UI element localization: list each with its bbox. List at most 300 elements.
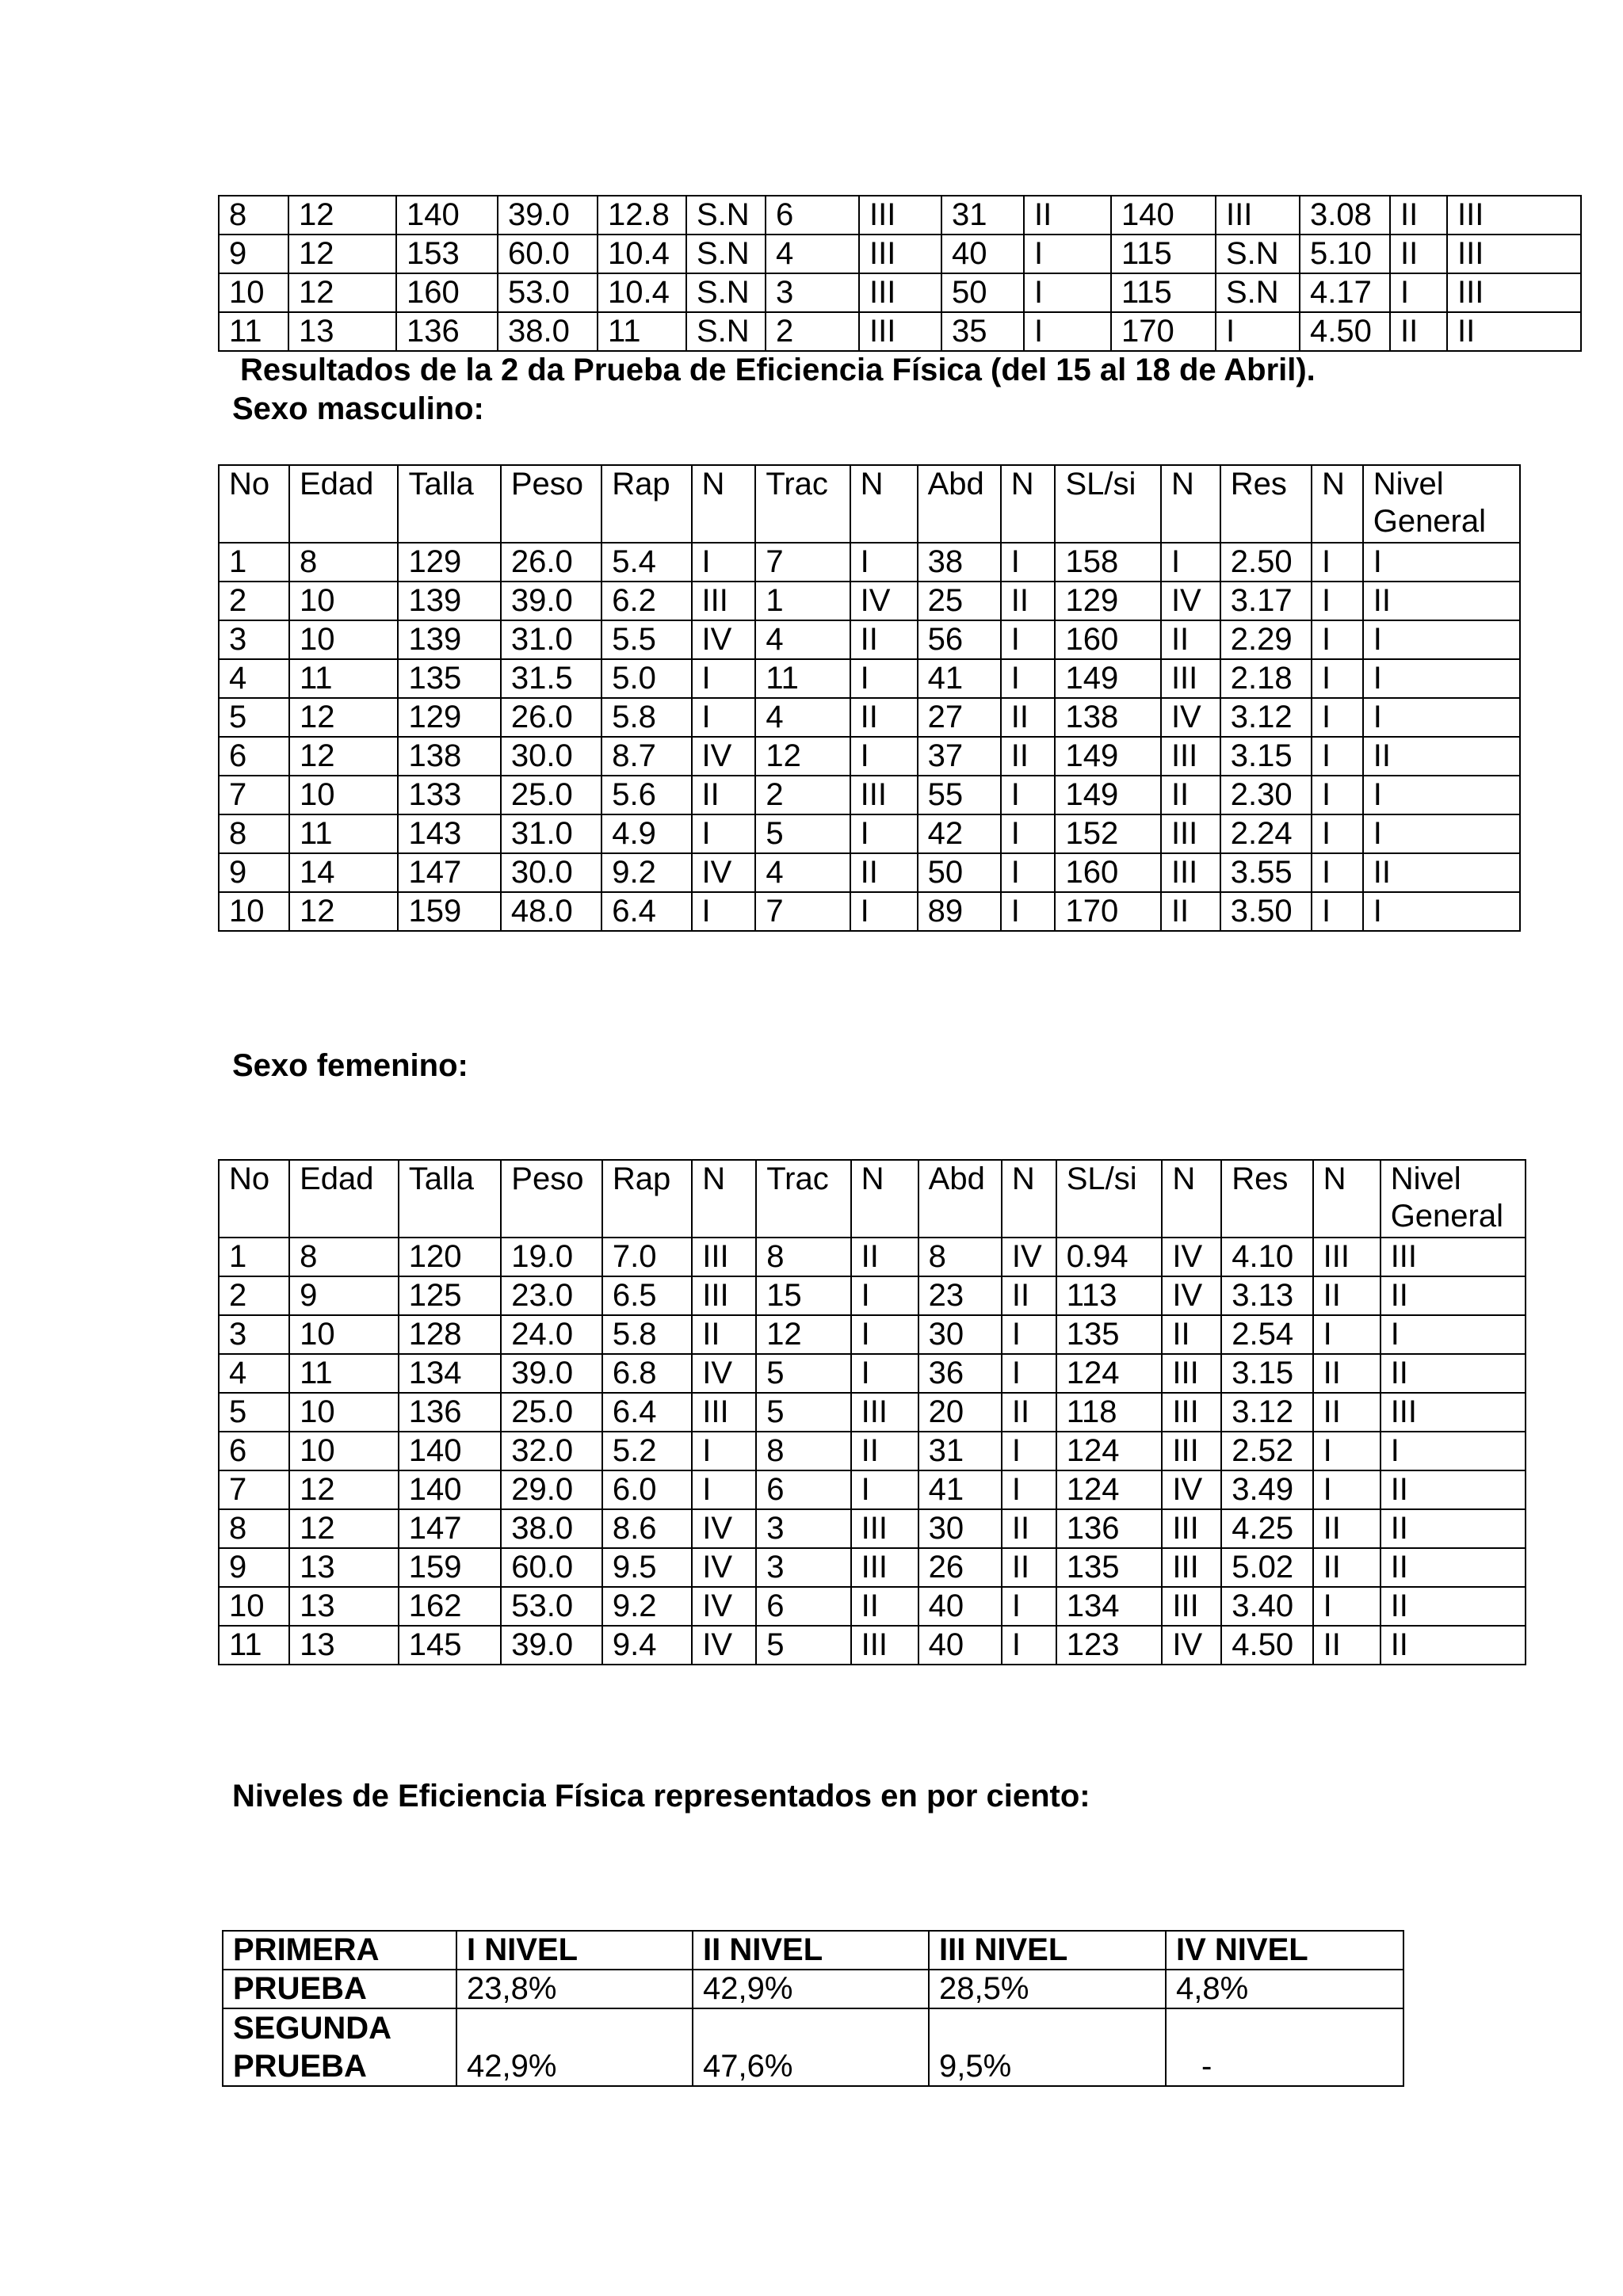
table-row [219, 1470, 1526, 1509]
table-cell: 6.4 [602, 1393, 692, 1432]
table-cell: II [1161, 892, 1220, 931]
table-cell: 1 [219, 543, 289, 582]
table-cell: 27 [918, 698, 1001, 737]
table-cell: 5.2 [602, 1432, 692, 1470]
table-cell: 11 [219, 1626, 289, 1665]
table-cell: IV [1162, 1238, 1221, 1276]
table-cell: II [850, 620, 918, 659]
table-cell: II [1381, 1276, 1526, 1315]
table-row [219, 814, 1520, 853]
table-cell: 5 [755, 814, 850, 853]
table-cell: I [1001, 620, 1056, 659]
column-header: Peso [501, 465, 601, 543]
level-header-2: II NIVEL [693, 1931, 929, 1970]
femenino-label: Sexo femenino: [232, 1048, 468, 1083]
table-row [219, 1238, 1526, 1276]
table-cell: 153 [396, 235, 498, 273]
level-header-3: III NIVEL [929, 1931, 1166, 1970]
segunda-label-2: PRUEBA [233, 2049, 367, 2084]
table-cell: III [1162, 1393, 1221, 1432]
column-header: N [692, 465, 756, 543]
table-cell: III [1162, 1432, 1221, 1470]
table-cell: 25 [918, 582, 1001, 620]
table-cell: S.N [686, 312, 766, 351]
table-cell: 145 [399, 1626, 502, 1665]
table-cell: 147 [398, 853, 500, 892]
table-cell: 5.02 [1221, 1548, 1312, 1587]
table-cell: I [1002, 1626, 1056, 1665]
table-cell: 13 [289, 1587, 399, 1626]
table-cell: III [1381, 1393, 1526, 1432]
table-cell: I [692, 659, 756, 698]
table-cell: 5 [756, 1354, 850, 1393]
table-cell: 89 [918, 892, 1001, 931]
table-cell: 40 [941, 235, 1024, 273]
primera-value-4: 4,8% [1166, 1970, 1403, 2008]
niveles-title: Niveles de Eficiencia Física representados en por ciento: [232, 1779, 1090, 1814]
table-cell: S.N [686, 196, 766, 235]
table-cell: 25.0 [501, 776, 601, 814]
table-cell: III [859, 235, 941, 273]
table-cell: 3.40 [1221, 1587, 1312, 1626]
table-cell: 38 [918, 543, 1001, 582]
table-cell: III [1161, 659, 1220, 698]
header-row [219, 465, 1520, 543]
table-cell: 12 [289, 1470, 399, 1509]
table-cell: 7 [755, 892, 850, 931]
table-cell: IV [1161, 698, 1220, 737]
table-cell: 60.0 [498, 235, 598, 273]
primera-label-2: PRUEBA [223, 1970, 456, 2008]
table-row [219, 659, 1520, 698]
table-cell: 138 [398, 737, 500, 776]
column-header: Nivel General [1363, 465, 1520, 543]
table-cell: III [692, 1393, 756, 1432]
table-cell: 41 [918, 1470, 1002, 1509]
table-cell: I [1363, 892, 1520, 931]
table-cell: 0.94 [1056, 1238, 1163, 1276]
table-cell: 3.08 [1300, 196, 1390, 235]
table-cell: II [1002, 1548, 1056, 1587]
table-row [219, 737, 1520, 776]
table-cell: 50 [918, 853, 1001, 892]
table-cell: 139 [398, 582, 500, 620]
table-cell: III [1447, 235, 1581, 273]
table-cell: I [1001, 814, 1056, 853]
primera-header-row [223, 1931, 1403, 1970]
table-cell: 20 [918, 1393, 1002, 1432]
table-cell: 2.54 [1221, 1315, 1312, 1354]
table-cell: III [1161, 814, 1220, 853]
table-cell: 13 [289, 1626, 399, 1665]
column-header: Edad [289, 1160, 399, 1238]
table-cell: 4.50 [1300, 312, 1390, 351]
table-cell: 5 [219, 698, 289, 737]
table-cell: 3 [219, 620, 289, 659]
table-cell: 60.0 [501, 1548, 602, 1587]
table-cell: 8 [756, 1238, 850, 1276]
table-cell: 12 [288, 235, 396, 273]
table-cell: 56 [918, 620, 1001, 659]
table-cell: 10 [289, 620, 399, 659]
table-cell: 12 [288, 196, 396, 235]
table-cell: II [1001, 737, 1056, 776]
table-cell: III [1162, 1548, 1221, 1587]
table-cell: 124 [1056, 1470, 1163, 1509]
table-cell: 4 [755, 698, 850, 737]
table-cell: I [1312, 776, 1363, 814]
table-cell: 149 [1055, 737, 1160, 776]
table-cell: 5.4 [601, 543, 691, 582]
column-header: No [219, 1160, 289, 1238]
table-cell: I [850, 737, 918, 776]
segunda-label [223, 2008, 456, 2086]
table-cell: III [1161, 853, 1220, 892]
table-cell: IV [1162, 1470, 1221, 1509]
table-cell: 140 [399, 1432, 502, 1470]
table-cell: 162 [399, 1587, 502, 1626]
table-cell: III [859, 196, 941, 235]
table-cell: 10 [289, 776, 399, 814]
masculino-table [218, 464, 1521, 932]
table-cell: 1 [219, 1238, 289, 1276]
table-cell: 159 [399, 1548, 502, 1587]
table-cell: 10 [289, 582, 399, 620]
table-cell: 8 [289, 1238, 399, 1276]
table-cell: 6 [756, 1587, 850, 1626]
table-cell: 6 [219, 737, 289, 776]
level-header-1: I NIVEL [456, 1931, 693, 1970]
table-cell: I [851, 1354, 918, 1393]
table-cell: III [692, 582, 756, 620]
table-cell: 10.4 [598, 235, 686, 273]
table-cell: 7 [219, 1470, 289, 1509]
table-cell: I [692, 814, 756, 853]
table-cell: III [1381, 1238, 1526, 1276]
column-header: Talla [398, 465, 500, 543]
table-cell: I [1024, 312, 1111, 351]
table-cell: 7 [755, 543, 850, 582]
column-header: N [1162, 1160, 1221, 1238]
table-cell: 5.8 [602, 1315, 692, 1354]
table-cell: I [692, 543, 756, 582]
table-cell: IV [692, 737, 756, 776]
table-cell: 6.4 [601, 892, 691, 931]
table-cell: 9 [219, 1548, 289, 1587]
table-cell: 4 [766, 235, 859, 273]
column-header: Res [1221, 1160, 1312, 1238]
table-cell: 32.0 [501, 1432, 602, 1470]
table-cell: IV [1162, 1276, 1221, 1315]
table-cell: IV [692, 1587, 756, 1626]
table-cell: 115 [1111, 235, 1216, 273]
table-cell: 170 [1055, 892, 1160, 931]
table-cell: 7.0 [602, 1238, 692, 1276]
table-cell: 5.10 [1300, 235, 1390, 273]
table-cell: III [851, 1626, 918, 1665]
table-cell: IV [692, 853, 756, 892]
table-row [219, 196, 1581, 235]
table-cell: 134 [399, 1354, 502, 1393]
table-cell: IV [692, 1548, 756, 1587]
table-cell: 14 [289, 853, 399, 892]
table-cell: 8.6 [602, 1509, 692, 1548]
header-row [219, 1160, 1526, 1238]
table-cell: 12 [288, 273, 396, 312]
table-cell: 19.0 [501, 1238, 602, 1276]
table-cell: 8 [219, 196, 288, 235]
table-cell: 12 [289, 892, 399, 931]
table-cell: 2.30 [1220, 776, 1312, 814]
table-cell: I [851, 1276, 918, 1315]
table-cell: 12 [755, 737, 850, 776]
table-cell: II [1381, 1354, 1526, 1393]
table-cell: 5 [756, 1626, 850, 1665]
table-cell: II [1162, 1315, 1221, 1354]
table-cell: 152 [1055, 814, 1160, 853]
table-cell: 139 [398, 620, 500, 659]
table-cell: 15 [756, 1276, 850, 1315]
table-cell: II [851, 1587, 918, 1626]
segunda-value-3: 9,5% [929, 2008, 1166, 2086]
table-cell: 40 [918, 1626, 1002, 1665]
table-cell: 11 [289, 814, 399, 853]
table-cell: II [1447, 312, 1581, 351]
table-cell: 26.0 [501, 543, 601, 582]
table-cell: 6.5 [602, 1276, 692, 1315]
table-cell: 7 [219, 776, 289, 814]
table-cell: 26.0 [501, 698, 601, 737]
column-header: Trac [755, 465, 850, 543]
table-cell: II [851, 1238, 918, 1276]
table-cell: III [1162, 1354, 1221, 1393]
table-cell: II [850, 853, 918, 892]
table-cell: II [1381, 1626, 1526, 1665]
table-cell: 36 [918, 1354, 1002, 1393]
table-row [219, 776, 1520, 814]
table-cell: II [1390, 312, 1447, 351]
table-cell: I [850, 814, 918, 853]
table-cell: II [1024, 196, 1111, 235]
column-header: N [1161, 465, 1220, 543]
table-cell: IV [1002, 1238, 1056, 1276]
table-row [219, 582, 1520, 620]
table-cell: I [851, 1470, 918, 1509]
table-cell: 160 [1055, 853, 1160, 892]
table-cell: S.N [686, 235, 766, 273]
column-header: N [850, 465, 918, 543]
table-cell: I [1313, 1315, 1381, 1354]
table-cell: 113 [1056, 1276, 1163, 1315]
table-cell: 30.0 [501, 737, 601, 776]
segunda-value-2: 47,6% [693, 2008, 929, 2086]
table-cell: III [692, 1238, 756, 1276]
table-cell: I [1381, 1432, 1526, 1470]
primera-value-1: 23,8% [456, 1970, 693, 2008]
table-cell: I [1381, 1315, 1526, 1354]
table-cell: 10 [219, 273, 288, 312]
table-cell: 2.24 [1220, 814, 1312, 853]
table-cell: 23.0 [501, 1276, 602, 1315]
primera-value-3: 28,5% [929, 1970, 1166, 2008]
table-cell: 3.12 [1220, 698, 1312, 737]
table-cell: I [1312, 814, 1363, 853]
table-row [219, 1315, 1526, 1354]
table-cell: 12 [289, 737, 399, 776]
table-cell: III [1313, 1238, 1381, 1276]
table-cell: I [1313, 1470, 1381, 1509]
column-header: Abd [918, 465, 1001, 543]
table-cell: 3 [766, 273, 859, 312]
table-cell: 10.4 [598, 273, 686, 312]
primera-values-row [223, 1970, 1403, 2008]
table-cell: II [1390, 235, 1447, 273]
table-cell: I [1002, 1470, 1056, 1509]
table-cell: 8 [219, 1509, 289, 1548]
column-header: Res [1220, 465, 1312, 543]
table-cell: 9.5 [602, 1548, 692, 1587]
table-cell: I [1313, 1587, 1381, 1626]
table-cell: 136 [1056, 1509, 1163, 1548]
table-cell: II [851, 1432, 918, 1470]
table-cell: I [1002, 1432, 1056, 1470]
table-cell: 4.25 [1221, 1509, 1312, 1548]
table-cell: 31.5 [501, 659, 601, 698]
table-cell: II [1313, 1393, 1381, 1432]
table-cell: 9.4 [602, 1626, 692, 1665]
table-cell: I [1024, 273, 1111, 312]
table-cell: I [1390, 273, 1447, 312]
table-cell: I [1313, 1432, 1381, 1470]
table-cell: 2 [755, 776, 850, 814]
table-cell: I [1312, 582, 1363, 620]
table-row [219, 235, 1581, 273]
femenino-table [218, 1159, 1526, 1665]
table-row [219, 698, 1520, 737]
table-cell: 120 [399, 1238, 502, 1276]
table-cell: 4 [219, 1354, 289, 1393]
table-cell: III [1447, 196, 1581, 235]
table-cell: II [1390, 196, 1447, 235]
table-cell: 160 [396, 273, 498, 312]
table-cell: 6 [766, 196, 859, 235]
masculino-label: Sexo masculino: [232, 391, 484, 426]
table-cell: I [1363, 776, 1520, 814]
table-cell: 53.0 [501, 1587, 602, 1626]
table-cell: 6.8 [602, 1354, 692, 1393]
table-cell: 123 [1056, 1626, 1163, 1665]
table-cell: II [850, 698, 918, 737]
table-cell: 4.9 [601, 814, 691, 853]
table-cell: II [1002, 1509, 1056, 1548]
table-cell: I [1363, 698, 1520, 737]
table-cell: I [1024, 235, 1111, 273]
segunda-label-1: SEGUNDA [233, 2011, 392, 2046]
table-cell: 1 [755, 582, 850, 620]
results-title: Resultados de la 2 da Prueba de Eficiencia Física (del 15 al 18 de Abril). [240, 353, 1316, 387]
table-cell: I [1312, 853, 1363, 892]
table-cell: 38.0 [501, 1509, 602, 1548]
table-row [219, 273, 1581, 312]
table-cell: 6 [219, 1432, 289, 1470]
table-cell: 9.2 [601, 853, 691, 892]
column-header: N [1001, 465, 1056, 543]
primera-label-1: PRIMERA [223, 1931, 456, 1970]
table-cell: I [1216, 312, 1300, 351]
table-cell: 149 [1055, 776, 1160, 814]
table-cell: 8 [918, 1238, 1002, 1276]
table-cell: 2 [219, 582, 289, 620]
table-cell: 4 [755, 853, 850, 892]
table-cell: 39.0 [498, 196, 598, 235]
table-cell: 38.0 [498, 312, 598, 351]
table-row [219, 1354, 1526, 1393]
table-cell: 5.5 [601, 620, 691, 659]
column-header: SL/si [1056, 1160, 1163, 1238]
table-cell: III [851, 1393, 918, 1432]
table-cell: III [851, 1548, 918, 1587]
table-cell: 5.8 [601, 698, 691, 737]
table-cell: 13 [289, 1548, 399, 1587]
table-cell: 140 [396, 196, 498, 235]
table-cell: II [1002, 1276, 1056, 1315]
table-cell: 5 [219, 1393, 289, 1432]
table-cell: IV [1162, 1626, 1221, 1665]
table-cell: 12 [756, 1315, 850, 1354]
table-cell: 149 [1055, 659, 1160, 698]
table-cell: 10 [289, 1315, 399, 1354]
table-cell: I [1002, 1587, 1056, 1626]
table-cell: II [1313, 1626, 1381, 1665]
table-cell: II [1313, 1509, 1381, 1548]
column-header: Rap [601, 465, 691, 543]
table-row [219, 1548, 1526, 1587]
column-header: N [1002, 1160, 1056, 1238]
table-cell: 6.2 [601, 582, 691, 620]
table-cell: III [850, 776, 918, 814]
table-cell: 133 [398, 776, 500, 814]
column-header: SL/si [1055, 465, 1160, 543]
column-header: Rap [602, 1160, 692, 1238]
table-cell: 10 [219, 892, 289, 931]
table-cell: 11 [219, 312, 288, 351]
table-cell: 158 [1055, 543, 1160, 582]
table-cell: 125 [399, 1276, 502, 1315]
table-cell: 11 [598, 312, 686, 351]
table-cell: 48.0 [501, 892, 601, 931]
level-header-4: IV NIVEL [1166, 1931, 1403, 1970]
table-cell: 3.13 [1221, 1276, 1312, 1315]
table-cell: 31.0 [501, 620, 601, 659]
table-cell: II [1381, 1548, 1526, 1587]
table-cell: II [1363, 853, 1520, 892]
table-cell: I [1363, 543, 1520, 582]
table-cell: 4.10 [1221, 1238, 1312, 1276]
table-row [219, 1393, 1526, 1432]
continuation-table [218, 195, 1582, 352]
table-cell: II [692, 776, 756, 814]
table-cell: I [1001, 776, 1056, 814]
table-cell: IV [1161, 582, 1220, 620]
table-cell: I [1312, 698, 1363, 737]
table-cell: 4 [755, 620, 850, 659]
table-cell: 41 [918, 659, 1001, 698]
table-cell: II [1313, 1276, 1381, 1315]
table-cell: 26 [918, 1548, 1002, 1587]
table-cell: I [1002, 1354, 1056, 1393]
table-cell: 6 [756, 1470, 850, 1509]
table-cell: 170 [1111, 312, 1216, 351]
